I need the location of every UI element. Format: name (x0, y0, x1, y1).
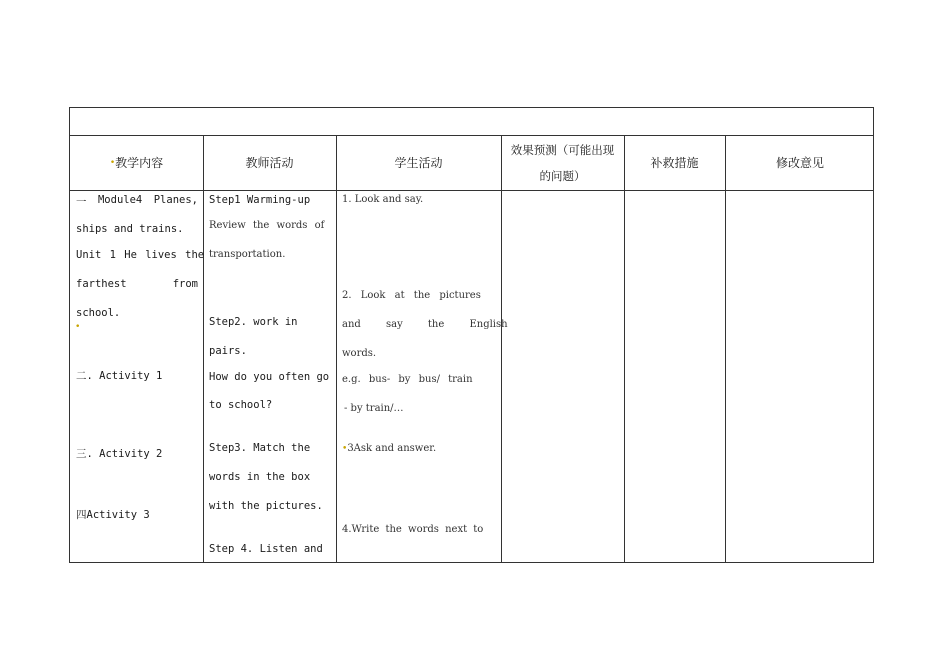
student-text: 1. Look and say. (342, 194, 424, 205)
content-text: Module4 (97, 194, 143, 206)
teacher-text: words in the box (209, 471, 311, 483)
content-text: farthest (76, 278, 127, 290)
lesson-plan-table (69, 107, 874, 563)
header-effect-line2: 的问题） (539, 169, 586, 183)
remedy-cell (624, 191, 725, 563)
header-revision (725, 136, 875, 190)
activity-3-label: 四Activity 3 (76, 509, 150, 521)
teacher-text: to school? (209, 399, 273, 411)
student-text: and say the English (342, 319, 508, 330)
step-3-title: Step3. Match the (209, 442, 311, 454)
header-remedy-label: 补救措施 (650, 156, 699, 170)
header-effect (501, 136, 624, 190)
header-teacher-label: 教师活动 (245, 156, 294, 170)
content-text: Unit 1 He lives the (76, 249, 205, 261)
content-text: ships and trains. (76, 223, 184, 235)
marker-dot: • (75, 322, 81, 332)
content-text: Planes, (153, 194, 198, 206)
step-4-title: Step 4. Listen and (209, 543, 323, 555)
marker-dot: • (342, 444, 348, 454)
teacher-text: transportation. (209, 249, 286, 260)
student-text: - by train/… (344, 403, 404, 414)
student-cell (342, 194, 508, 554)
student-text: e.g. bus- by bus/ train (342, 374, 473, 385)
activity-1-label: 二. Activity 1 (76, 370, 163, 382)
teacher-cell (209, 194, 331, 554)
header-effect-line1: 效果预测（可能出现 (510, 143, 615, 157)
header-content-label: 教学内容 (115, 156, 164, 170)
teacher-text: pairs. (209, 345, 247, 357)
student-text: 3Ask and answer. (347, 443, 437, 454)
step-2-title: Step2. work in (209, 316, 298, 328)
table-title-row (70, 108, 873, 136)
student-text: words. (342, 348, 377, 359)
student-text: 4.Write the words next to (342, 524, 484, 535)
content-text (76, 249, 205, 261)
revision-cell (725, 191, 874, 563)
teacher-text (209, 220, 329, 231)
activity-2-label: 三. Activity 2 (76, 448, 163, 460)
header-student (336, 136, 501, 190)
teacher-text: Review the words of (209, 220, 325, 231)
column-divider (203, 136, 204, 562)
content-text: school. (76, 307, 121, 319)
student-text: 2. Look at the pictures (342, 290, 481, 301)
content-cell (75, 194, 205, 554)
header-remedy (624, 136, 725, 190)
teacher-text: How do you often go (209, 371, 330, 383)
content-text: 一 (76, 196, 87, 208)
content-text: from (172, 278, 198, 290)
header-revision-label: 修改意见 (775, 156, 824, 170)
header-teacher (203, 136, 336, 190)
header-student-label: 学生活动 (394, 156, 443, 170)
header-content (70, 136, 203, 190)
step-1-title: Step1 Warming-up (209, 194, 311, 206)
column-divider (336, 136, 337, 562)
effect-cell (501, 191, 624, 563)
marker-dot: • (109, 158, 116, 168)
teacher-text: with the pictures. (209, 500, 323, 512)
